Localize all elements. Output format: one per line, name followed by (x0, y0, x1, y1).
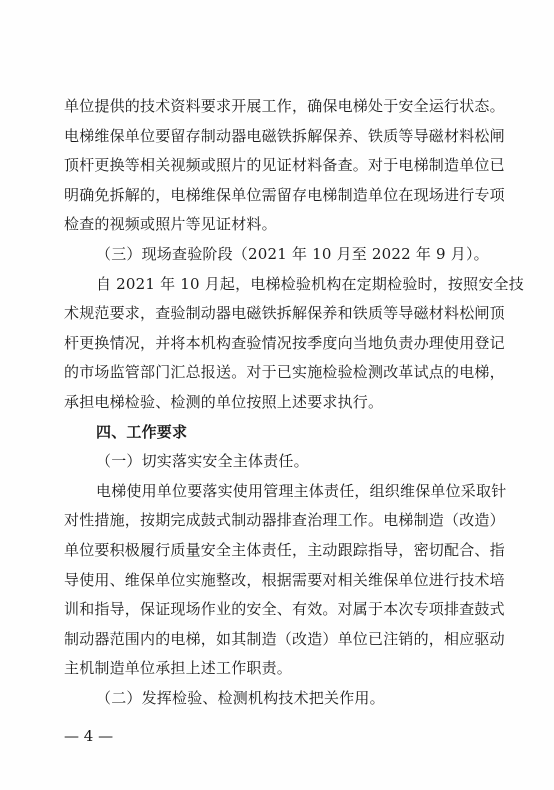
page-number: — 4 — (64, 726, 114, 745)
subsection-heading: （三）现场查验阶段（2021 年 10 月至 2022 年 9 月）。 (96, 245, 489, 263)
paragraph-line: 电梯维保单位要留存制动器电磁铁拆解保养、铁质等导磁材料松闸 (64, 126, 505, 145)
paragraph-line: 对性措施，按期完成鼓式制动器排查治理工作。电梯制造（改造） (64, 511, 505, 530)
paragraph-line: 制动器范围内的电梯，如其制造（改造）单位已注销的，相应驱动 (64, 629, 505, 648)
paragraph-line: 明确免拆解的，电梯维保单位需留存电梯制造单位在现场进行专项 (64, 185, 505, 204)
paragraph-line: 主机制造单位承担上述工作职责。 (64, 659, 293, 678)
subsection-heading: （二）发挥检验、检测机构技术把关作用。 (96, 689, 385, 707)
paragraph-line: 单位要积极履行质量安全主体责任，主动跟踪指导，密切配合、指 (64, 541, 505, 559)
paragraph-line: 的市场监管部门汇总报送。对于已实施检验检测改革试点的电梯， (64, 363, 505, 382)
paragraph-line: 术规范要求，查验制动器电磁铁拆解保养和铁质等导磁材料松闸顶 (64, 304, 505, 323)
paragraph-line: 单位提供的技术资料要求开展工作，确保电梯处于安全运行状态。 (64, 97, 505, 115)
paragraph-line: 承担电梯检验、检测的单位按照上述要求执行。 (64, 393, 384, 411)
subsection-heading: （一）切实落实安全主体责任。 (96, 452, 309, 471)
paragraph-line: 检查的视频或照片等见证材料。 (64, 215, 277, 234)
paragraph-line: 导使用、维保单位实施整改，根据需要对相关维保单位进行技术培 (64, 570, 505, 589)
paragraph-line: 顶杆更换等相关视频或照片的见证材料备查。对于电梯制造单位已 (64, 156, 505, 175)
section-heading: 四、工作要求 (96, 422, 188, 441)
paragraph-line: 电梯使用单位要落实使用管理主体责任，组织维保单位采取针 (96, 481, 507, 500)
paragraph-line: 训和指导，保证现场作业的安全、有效。对属于本次专项排查鼓式 (64, 600, 505, 619)
paragraph-line: 杆更换情况，并将本机构查验情况按季度向当地负责办理使用登记 (64, 333, 505, 352)
paragraph-line: 自 2021 年 10 月起，电梯检验机构在定期检验时，按照安全技 (96, 274, 524, 293)
